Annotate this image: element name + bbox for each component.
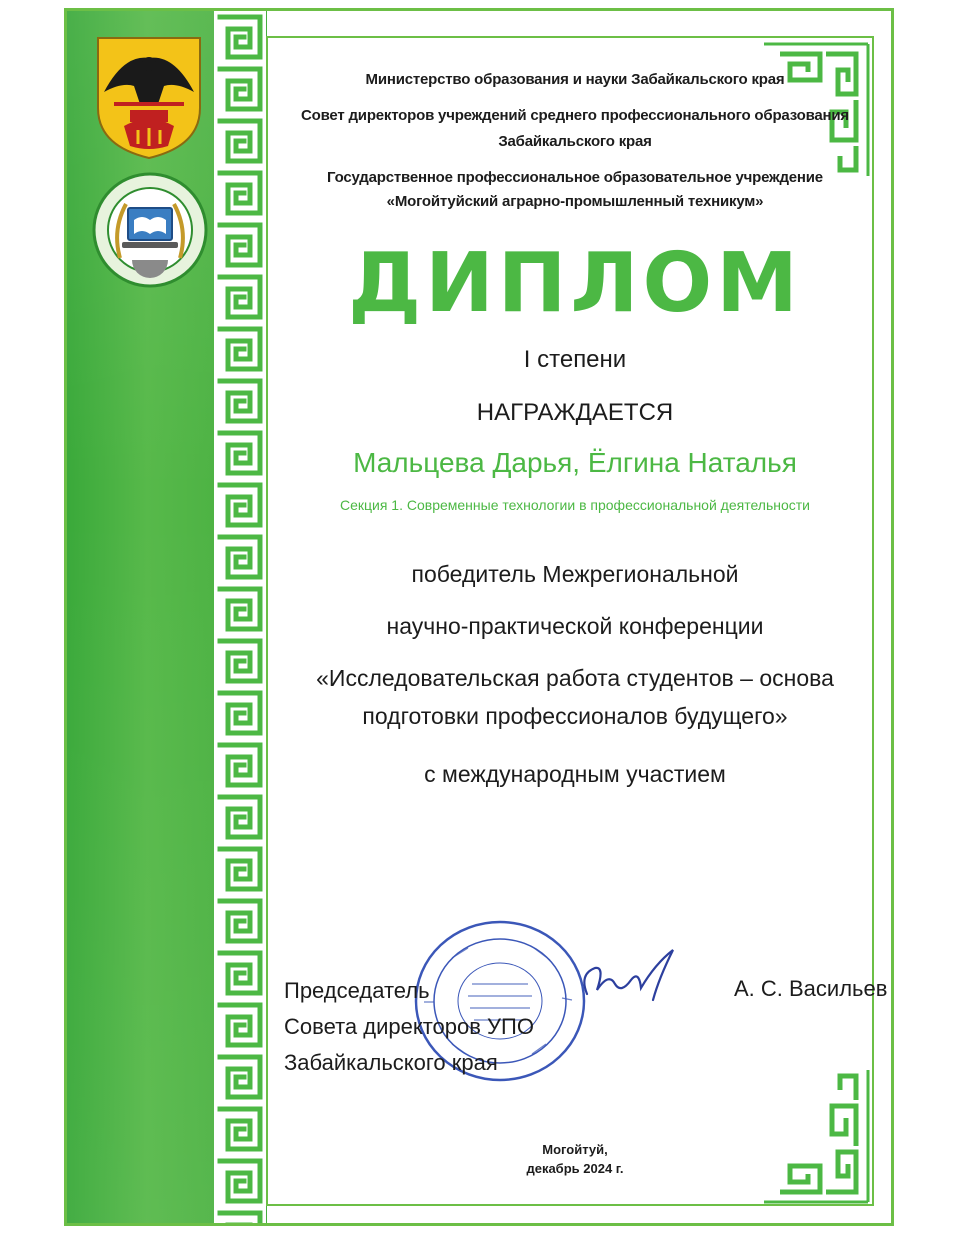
signatory-role-line-3: Забайкальского края — [284, 1050, 498, 1075]
body-line-3: «Исследовательская работа студентов – основа — [316, 665, 834, 691]
coat-of-arms-emblem — [94, 34, 204, 162]
degree-line: I степени — [523, 346, 627, 373]
body-line-2: научно-практической конференции — [386, 613, 764, 639]
footer-place: Могойтуй, — [542, 1142, 608, 1157]
signatory-role-line-2: Совета директоров УПО — [284, 1014, 534, 1039]
recipients-line: Мальцева Дарья, Ёлгина Наталья — [353, 447, 797, 478]
body-line-4: подготовки профессионалов будущего» — [362, 703, 788, 729]
handwritten-signature — [575, 944, 685, 1014]
signatory-role-line-1: Председатель — [284, 978, 430, 1003]
council-line-2: Забайкальского края — [498, 133, 652, 150]
section-line: Секция 1. Современные технологии в профессиональной деятельности — [339, 497, 811, 513]
body-line-1: победитель Межрегиональной — [411, 561, 739, 587]
diploma-title: ДИПЛОМ — [348, 236, 802, 331]
institution-line-1: Государственное профессиональное образовательное учреждение — [327, 169, 823, 186]
college-logo-emblem — [92, 172, 208, 288]
footer-date: декабрь 2024 г. — [526, 1161, 624, 1176]
body-line-5: с международным участием — [424, 761, 726, 787]
council-line-1: Совет директоров учреждений среднего профессионального образования — [301, 107, 849, 124]
institution-line-2: «Могойтуйский аграрно-промышленный техникум» — [386, 193, 764, 210]
awarded-line: НАГРАЖДАЕТСЯ — [476, 399, 674, 426]
ministry-line: Министерство образования и науки Забайкальского края — [365, 71, 785, 88]
corner-ornament-bottom-right — [760, 1066, 872, 1206]
signatory-name: А. С. Васильев — [734, 976, 888, 1001]
